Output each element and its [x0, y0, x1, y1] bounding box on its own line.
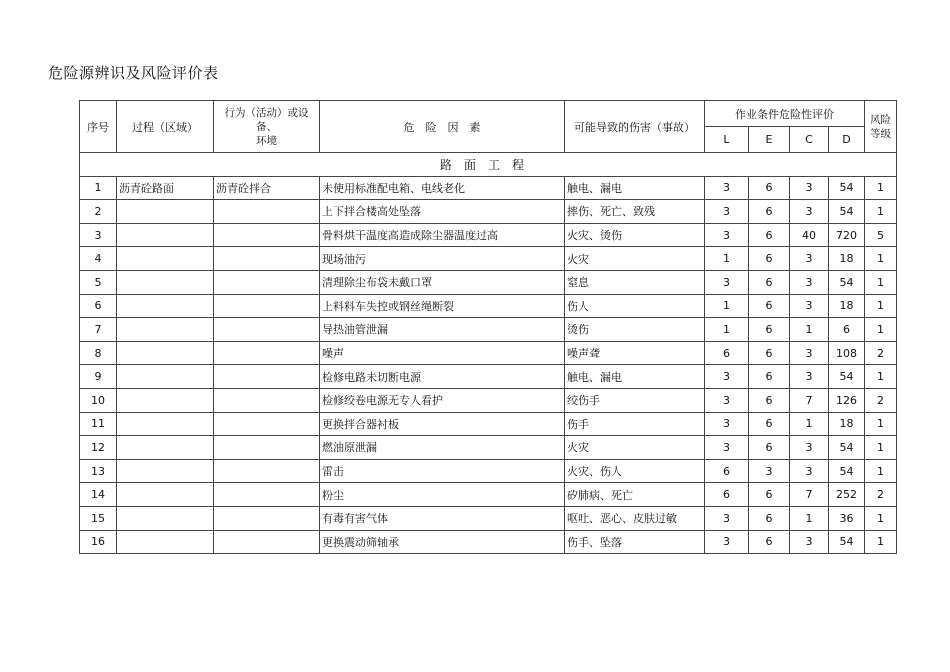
cell-risk-level: 1	[865, 436, 897, 460]
cell-process	[117, 459, 214, 483]
header-C: C	[790, 127, 829, 153]
cell-seq: 13	[80, 459, 117, 483]
cell-E: 6	[749, 483, 790, 507]
cell-risk-level: 1	[865, 365, 897, 389]
cell-process	[117, 270, 214, 294]
cell-seq: 8	[80, 341, 117, 365]
table-row	[80, 436, 897, 460]
table-row	[80, 459, 897, 483]
cell-risk-level: 2	[865, 483, 897, 507]
table-row	[80, 223, 897, 247]
header-risk-level	[865, 101, 897, 153]
cell-process	[117, 436, 214, 460]
table-row	[80, 530, 897, 554]
cell-E: 6	[749, 341, 790, 365]
cell-L: 6	[705, 483, 749, 507]
header-D: D	[829, 127, 865, 153]
cell-D: 54	[829, 270, 865, 294]
cell-seq: 1	[80, 176, 117, 200]
header-evaluation: 作业条件危险性评价	[705, 101, 865, 127]
cell-risk-level: 1	[865, 270, 897, 294]
cell-D: 18	[829, 412, 865, 436]
cell-D: 126	[829, 388, 865, 412]
cell-risk-level: 2	[865, 388, 897, 412]
table-row	[80, 176, 897, 200]
table-row	[80, 506, 897, 530]
cell-process	[117, 223, 214, 247]
cell-E: 6	[749, 365, 790, 389]
cell-hazard: 导热油管泄漏	[320, 318, 565, 342]
cell-D: 6	[829, 318, 865, 342]
cell-activity	[214, 223, 320, 247]
cell-injury: 烫伤	[565, 318, 705, 342]
cell-L: 3	[705, 200, 749, 224]
cell-D: 18	[829, 294, 865, 318]
cell-D: 720	[829, 223, 865, 247]
cell-activity: 沥青砼拌合	[214, 176, 320, 200]
cell-hazard: 更换震动筛轴承	[320, 530, 565, 554]
cell-L: 1	[705, 318, 749, 342]
cell-D: 252	[829, 483, 865, 507]
cell-hazard: 噪声	[320, 341, 565, 365]
cell-process	[117, 365, 214, 389]
cell-D: 54	[829, 436, 865, 460]
cell-L: 6	[705, 341, 749, 365]
page-title: 危险源辨识及风险评价表	[48, 64, 219, 82]
cell-L: 3	[705, 176, 749, 200]
cell-process	[117, 506, 214, 530]
cell-activity	[214, 294, 320, 318]
cell-E: 6	[749, 270, 790, 294]
cell-C: 3	[790, 247, 829, 271]
cell-E: 6	[749, 200, 790, 224]
cell-risk-level: 1	[865, 506, 897, 530]
header-hazard: 危 险 因 素	[320, 101, 565, 153]
table-row	[80, 318, 897, 342]
cell-E: 6	[749, 176, 790, 200]
header-risk-line2: 等级	[870, 127, 891, 140]
cell-activity	[214, 270, 320, 294]
cell-activity	[214, 530, 320, 554]
cell-injury: 摔伤、死亡、致残	[565, 200, 705, 224]
cell-C: 3	[790, 341, 829, 365]
cell-C: 3	[790, 200, 829, 224]
section-title: 路面工程	[80, 153, 897, 177]
cell-C: 7	[790, 388, 829, 412]
header-seq: 序号	[80, 101, 117, 153]
header-E: E	[749, 127, 790, 153]
cell-seq: 4	[80, 247, 117, 271]
cell-hazard: 检修电路未切断电源	[320, 365, 565, 389]
cell-injury: 火灾、伤人	[565, 459, 705, 483]
cell-risk-level: 1	[865, 247, 897, 271]
header-row-1	[80, 101, 897, 127]
cell-D: 54	[829, 365, 865, 389]
cell-C: 7	[790, 483, 829, 507]
table-row	[80, 270, 897, 294]
cell-seq: 6	[80, 294, 117, 318]
cell-E: 6	[749, 506, 790, 530]
cell-E: 6	[749, 412, 790, 436]
cell-C: 3	[790, 436, 829, 460]
cell-E: 6	[749, 318, 790, 342]
cell-process	[117, 318, 214, 342]
cell-C: 1	[790, 506, 829, 530]
cell-injury: 绞伤手	[565, 388, 705, 412]
cell-hazard: 检修绞卷电源无专人看护	[320, 388, 565, 412]
cell-risk-level: 1	[865, 318, 897, 342]
cell-hazard: 更换拌合器衬板	[320, 412, 565, 436]
cell-L: 1	[705, 294, 749, 318]
cell-injury: 伤手、坠落	[565, 530, 705, 554]
cell-seq: 2	[80, 200, 117, 224]
cell-hazard: 骨料烘干温度高造成除尘器温度过高	[320, 223, 565, 247]
cell-L: 3	[705, 388, 749, 412]
cell-injury: 呕吐、恶心、皮肤过敏	[565, 506, 705, 530]
cell-risk-level: 2	[865, 341, 897, 365]
cell-process	[117, 483, 214, 507]
cell-L: 3	[705, 412, 749, 436]
cell-activity	[214, 436, 320, 460]
cell-E: 6	[749, 388, 790, 412]
cell-risk-level: 5	[865, 223, 897, 247]
cell-seq: 3	[80, 223, 117, 247]
cell-process	[117, 530, 214, 554]
header-activity-line1: 行为（活动）或设备、	[224, 106, 309, 133]
cell-D: 54	[829, 200, 865, 224]
cell-E: 3	[749, 459, 790, 483]
cell-hazard: 清理除尘布袋未戴口罩	[320, 270, 565, 294]
header-activity	[214, 101, 320, 153]
cell-activity	[214, 388, 320, 412]
cell-process	[117, 247, 214, 271]
cell-injury: 噪声聋	[565, 341, 705, 365]
cell-L: 3	[705, 270, 749, 294]
cell-seq: 15	[80, 506, 117, 530]
cell-C: 3	[790, 294, 829, 318]
cell-E: 6	[749, 247, 790, 271]
cell-L: 3	[705, 506, 749, 530]
cell-risk-level: 1	[865, 459, 897, 483]
cell-hazard: 上料料车失控或钢丝绳断裂	[320, 294, 565, 318]
cell-C: 1	[790, 412, 829, 436]
cell-hazard: 粉尘	[320, 483, 565, 507]
cell-D: 18	[829, 247, 865, 271]
table-row	[80, 341, 897, 365]
cell-hazard: 未使用标准配电箱、电线老化	[320, 176, 565, 200]
cell-activity	[214, 341, 320, 365]
cell-risk-level: 1	[865, 412, 897, 436]
cell-E: 6	[749, 436, 790, 460]
cell-activity	[214, 247, 320, 271]
section-row	[80, 153, 897, 177]
header-L: L	[705, 127, 749, 153]
cell-E: 6	[749, 530, 790, 554]
cell-activity	[214, 365, 320, 389]
cell-D: 54	[829, 459, 865, 483]
table-row	[80, 483, 897, 507]
cell-C: 3	[790, 176, 829, 200]
cell-activity	[214, 506, 320, 530]
cell-E: 6	[749, 294, 790, 318]
table-body	[80, 153, 897, 554]
table-row	[80, 200, 897, 224]
cell-L: 3	[705, 436, 749, 460]
cell-D: 108	[829, 341, 865, 365]
cell-C: 3	[790, 270, 829, 294]
header-process: 过程（区域）	[117, 101, 214, 153]
cell-injury: 火灾	[565, 247, 705, 271]
table-row	[80, 294, 897, 318]
cell-seq: 9	[80, 365, 117, 389]
cell-process	[117, 341, 214, 365]
cell-injury: 伤手	[565, 412, 705, 436]
cell-L: 3	[705, 365, 749, 389]
cell-seq: 14	[80, 483, 117, 507]
table-row	[80, 247, 897, 271]
cell-process	[117, 388, 214, 412]
cell-injury: 火灾、烫伤	[565, 223, 705, 247]
cell-L: 3	[705, 530, 749, 554]
cell-hazard: 燃油原泄漏	[320, 436, 565, 460]
cell-seq: 16	[80, 530, 117, 554]
cell-injury: 矽肺病、死亡	[565, 483, 705, 507]
cell-injury: 触电、漏电	[565, 365, 705, 389]
cell-C: 3	[790, 530, 829, 554]
cell-activity	[214, 412, 320, 436]
cell-injury: 窒息	[565, 270, 705, 294]
cell-activity	[214, 200, 320, 224]
cell-seq: 7	[80, 318, 117, 342]
cell-risk-level: 1	[865, 176, 897, 200]
cell-seq: 11	[80, 412, 117, 436]
table-row	[80, 412, 897, 436]
risk-table	[79, 100, 897, 554]
cell-risk-level: 1	[865, 200, 897, 224]
cell-E: 6	[749, 223, 790, 247]
cell-L: 6	[705, 459, 749, 483]
cell-hazard: 雷击	[320, 459, 565, 483]
header-risk-line1: 风险	[870, 113, 891, 126]
cell-activity	[214, 318, 320, 342]
cell-D: 36	[829, 506, 865, 530]
cell-L: 1	[705, 247, 749, 271]
cell-process	[117, 294, 214, 318]
cell-activity	[214, 459, 320, 483]
cell-injury: 触电、漏电	[565, 176, 705, 200]
cell-risk-level: 1	[865, 530, 897, 554]
table-row	[80, 365, 897, 389]
cell-seq: 12	[80, 436, 117, 460]
cell-C: 40	[790, 223, 829, 247]
cell-C: 1	[790, 318, 829, 342]
cell-process	[117, 200, 214, 224]
cell-process	[117, 412, 214, 436]
header-activity-line2: 环境	[256, 134, 277, 147]
cell-D: 54	[829, 530, 865, 554]
cell-seq: 10	[80, 388, 117, 412]
cell-injury: 伤人	[565, 294, 705, 318]
cell-D: 54	[829, 176, 865, 200]
table-row	[80, 388, 897, 412]
cell-C: 3	[790, 365, 829, 389]
cell-L: 3	[705, 223, 749, 247]
cell-process: 沥青砼路面	[117, 176, 214, 200]
cell-injury: 火灾	[565, 436, 705, 460]
cell-activity	[214, 483, 320, 507]
header-injury: 可能导致的伤害（事故）	[565, 101, 705, 153]
cell-risk-level: 1	[865, 294, 897, 318]
cell-C: 3	[790, 459, 829, 483]
cell-hazard: 上下拌合楼高处坠落	[320, 200, 565, 224]
cell-seq: 5	[80, 270, 117, 294]
cell-hazard: 有毒有害气体	[320, 506, 565, 530]
cell-hazard: 现场油污	[320, 247, 565, 271]
